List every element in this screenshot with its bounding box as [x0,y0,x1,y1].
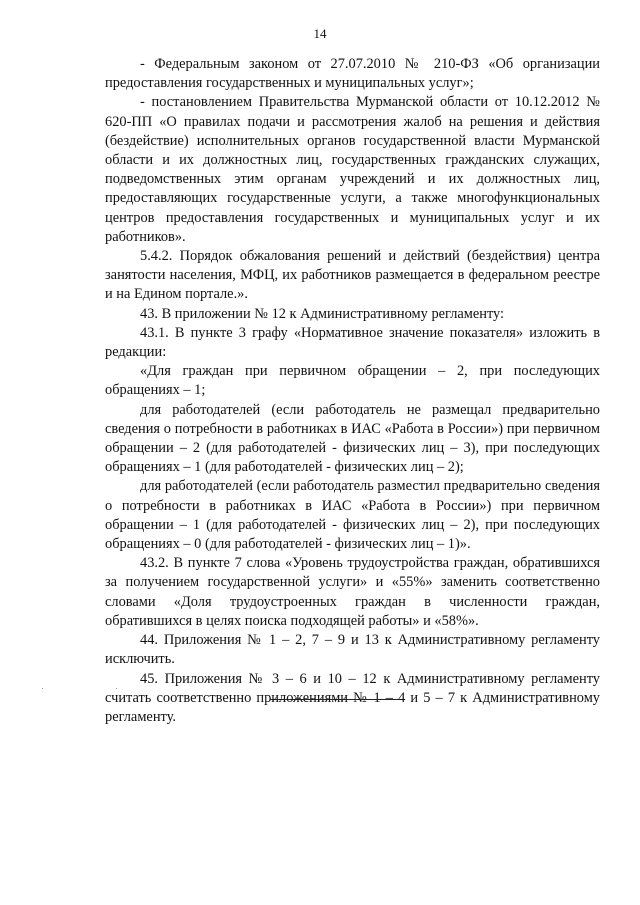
paragraph-citizens: «Для граждан при первичном обращении – 2, при последующих обращениях – 1; [105,363,600,399]
paragraph-employers-posted: для работодателей (если работодатель разместил предварительно сведения о потребности в работниках в ИАС «Работа в России») при первичном обращении – 1 (для работодателей - физических лиц – 2), при последующих обращениях – 0 (для работодателей - физических лиц – 1)». [105,478,600,553]
scan-speck [42,688,43,689]
paragraph-murmansk-resolution: - постановлением Правительства Мурманской области от 10.12.2012 № 620-ПП «О правилах подачи и рассмотрения жалоб на решения и действия (бездействие) исполнительных органов государственной власти Мурманской области и их должностных лиц, государственных гражданских служащих, подведомственных этим органам учреждений и их должностных лиц, предоставляющих государственные услуги, а также многофункциональных центров предоставления государственных и муниципальных услуг и их работников». [105,94,600,245]
paragraph-43-1: 43.1. В пункте 3 графу «Нормативное значение показателя» изложить в редакции: [105,324,600,361]
paragraph-employers-not-posted: для работодателей (если работодатель не размещал предварительно сведения о потребности в работниках в ИАС «Работа в России») при первичном обращении – 2 (для работодателей - физических лиц – 3), при последующих обращениях – 1 (для работодателей - физических лиц – 2); [105,401,600,476]
paragraph-45: 45. Приложения № 3 – 6 и 10 – 12 к Административному регламенту считать соответственно приложениями № 1 – 4 и 5 – 7 к Административному регламенту. [105,670,600,725]
paragraph-5-4-2: 5.4.2. Порядок обжалования решений и действий (бездействия) центра занятости населения, МФЦ, их работников размещается в федеральном реестре и на Едином портале.». [105,248,600,303]
paragraph-43: 43. В приложении № 12 к Административному регламенту: [140,305,505,322]
paragraph-federal-law: - Федеральным законом от 27.07.2010 № 210-ФЗ «Об организации предоставления государственных и муниципальных услуг»; [105,56,600,92]
document-body [105,55,600,727]
page-number: 14 [313,26,327,41]
paragraph-43-2: 43.2. В пункте 7 слова «Уровень трудоустройства граждан, обратившихся за получением государственной услуги» и «55%» заменить соответственно словами «Доля трудоустроенных граждан в численности граждан, обратившихся в целях поиска подходящей работы» и «58%». [105,555,600,629]
scan-speck [116,688,117,689]
closing-divider [270,699,400,700]
paragraph-44: 44. Приложения № 1 – 2, 7 – 9 и 13 к Административному регламенту исключить. [105,632,600,668]
